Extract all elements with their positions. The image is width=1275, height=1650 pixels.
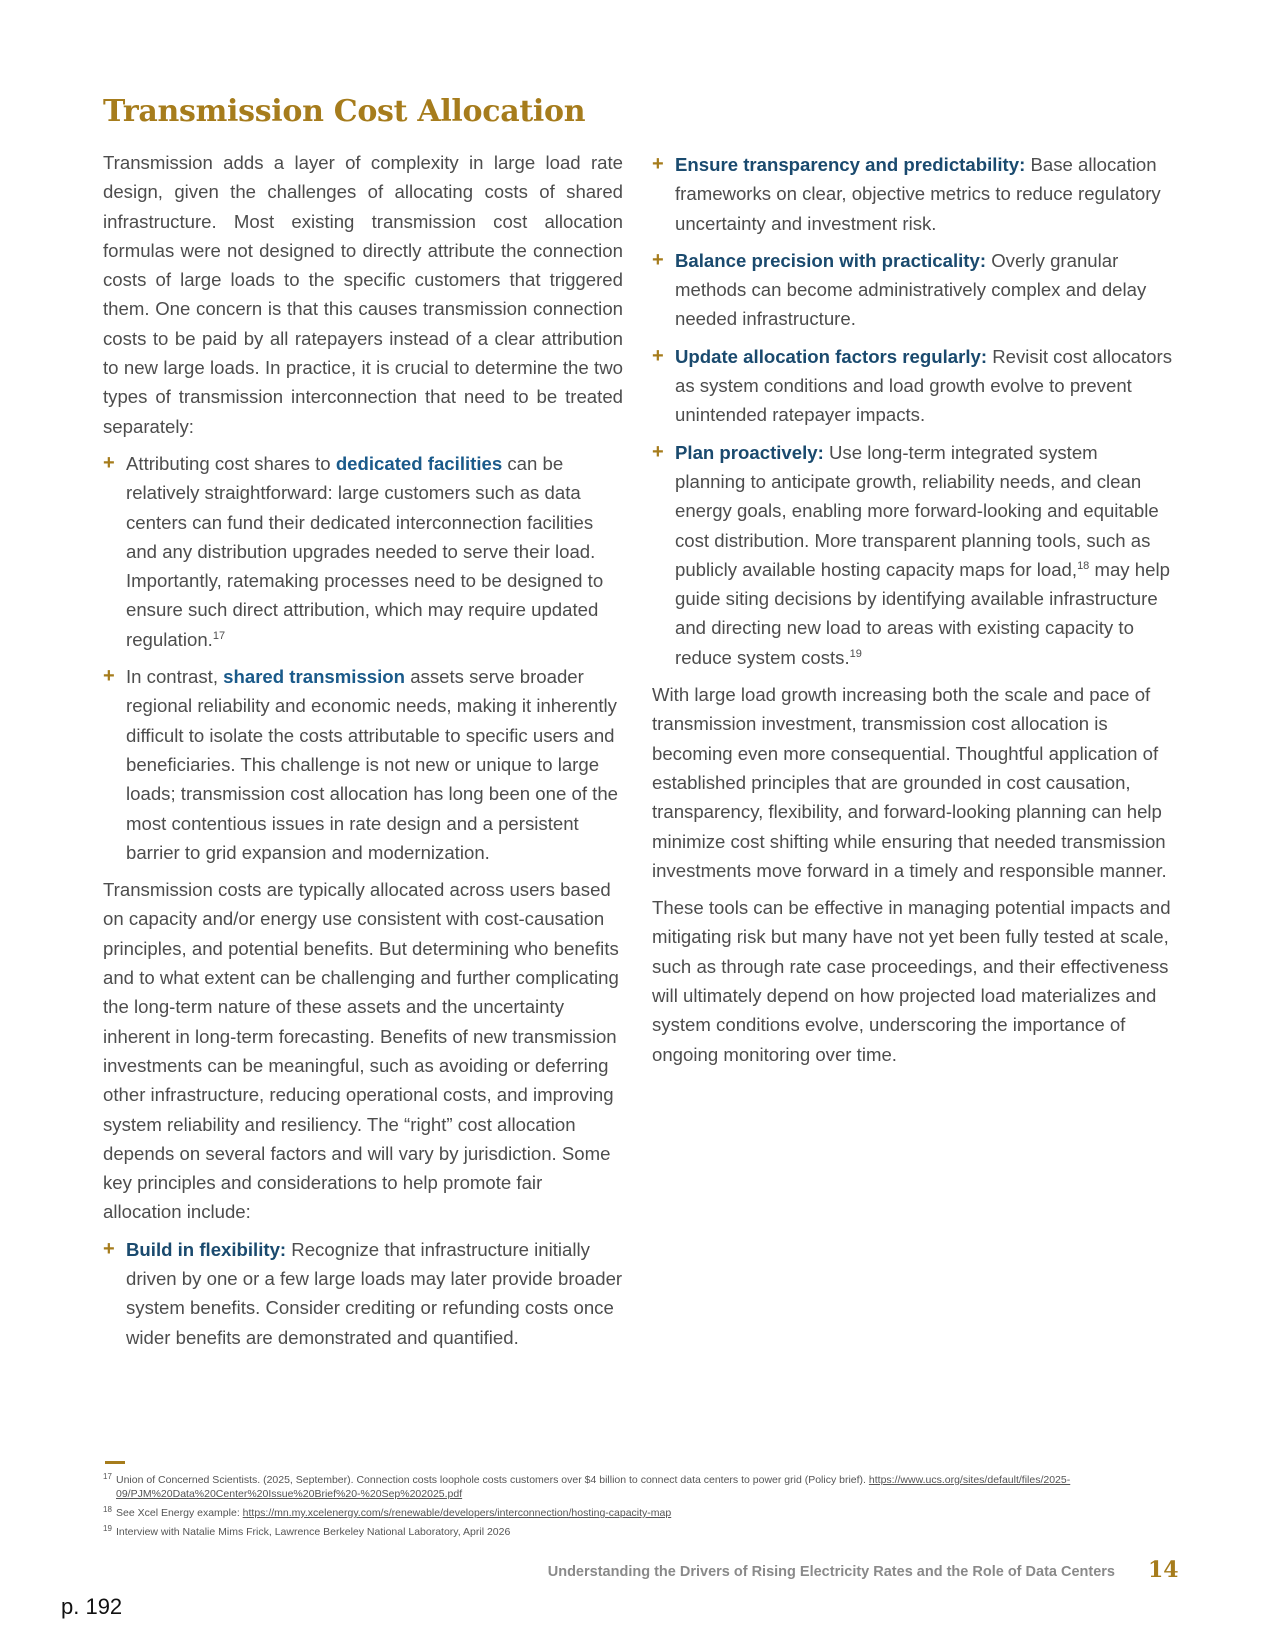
list-item	[652, 438, 1172, 672]
footnote-link[interactable]: https://www.ucs.org/sites/default/files/2025-09/PJM%20Data%20Center%20Issue%20Brief%20-%20Sep%202025.pdf	[116, 1474, 1071, 1500]
footnote-text: Union of Concerned Scientists. (2025, September). Connection costs loophole costs customers over $4 billion to connect data centers to power grid (Policy brief).	[116, 1474, 869, 1486]
page-number: 14	[1148, 1557, 1179, 1583]
footnote-number: 17	[103, 1472, 112, 1481]
list-item	[652, 246, 1172, 334]
footnote-text: See Xcel Energy example:	[116, 1507, 243, 1519]
list-item-text: may help guide siting decisions by identifying available infrastructure and directing new load to areas with existing capacity to reduce system costs.	[675, 558, 1170, 668]
allocation-paragraph: Transmission costs are typically allocated across users based on capacity and/or energy use consistent with cost-causation principles, and potential benefits. But determining who benefits and to what extent can be challenging and further complicating the long-term nature of these assets and the uncertainty inherent in long-term forecasting. Benefits of new transmission investments can be meaningful, such as avoiding or deferring other infrastructure, reducing operational costs, and improving system reliability and resiliency. The “right” cost allocation depends on several factors and will vary by jurisdiction. Some key principles and considerations to help promote fair allocation include:	[103, 879, 619, 1223]
plus-icon: +	[652, 153, 664, 175]
list-item	[103, 1235, 623, 1352]
page-title: Transmission Cost Allocation	[103, 94, 586, 129]
list-item-lead: Plan proactively:	[675, 441, 824, 463]
list-item	[103, 662, 623, 867]
list-item-lead: Build in flexibility:	[126, 1238, 287, 1260]
list-item-lead: Update allocation factors regularly:	[675, 345, 988, 367]
list-item-lead: Ensure transparency and predictability:	[675, 154, 1026, 175]
dedicated-facilities-term: dedicated facilities	[335, 452, 503, 474]
list-item-text: assets serve broader regional reliability and economic needs, making it inherently difficult to isolate the costs attributable to specific users and beneficiaries. This challenge is not new or unique to large loads; transmission cost allocation has long been one of the most contentious issues in rate design and a persistent barrier to grid expansion and modernization.	[126, 666, 619, 863]
list-item-lead: Balance precision with practicality:	[675, 249, 987, 271]
principles-list-right	[652, 150, 1172, 672]
footnote-link[interactable]: https://mn.my.xcelenergy.com/s/renewable/developers/interconnection/hosting-capacity-map	[242, 1507, 672, 1519]
list-item-text: Revisit cost allocators as system conditions and load growth evolve to prevent unintended ratepayer impacts.	[675, 345, 1173, 426]
list-item-text: can be relatively straightforward: large customers such as data centers can fund their dedicated interconnection facilities and any distribution upgrades needed to serve their load. Importantly, ratemaking processes need to be designed to ensure such direct attribution, which may require updated regulation.	[126, 452, 604, 650]
right-column	[652, 150, 1172, 1077]
left-column	[103, 148, 623, 1360]
page-tag: p. 192	[61, 1594, 123, 1619]
footnote-ref-17[interactable]: 17	[212, 629, 226, 642]
plus-icon: +	[103, 451, 115, 474]
plus-icon: +	[652, 248, 664, 271]
footnote-divider	[105, 1461, 125, 1464]
tools-paragraph: These tools can be effective in managing potential impacts and mitigating risk but many have not yet been fully tested at scale, such as through rate case proceedings, and their effectiveness will ultimately depend on how projected load materializes and system conditions evolve, underscoring the importance of ongoing monitoring over time.	[652, 897, 1171, 1065]
footnote-ref-18[interactable]: 18	[1077, 559, 1090, 572]
plus-icon: +	[103, 665, 115, 688]
list-item-text: Attributing cost shares to	[126, 452, 336, 474]
footer-report-title: Understanding the Drivers of Rising Electricity Rates and the Role of Data Centers	[547, 1564, 1115, 1580]
list-item-text: Overly granular methods can become administratively complex and delay needed infrastructure.	[675, 249, 1147, 330]
footnote-number: 18	[103, 1505, 112, 1514]
conclusion-paragraph: With large load growth increasing both the scale and pace of transmission investment, transmission cost allocation is becoming even more consequential. Thoughtful application of established principles that are grounded in cost causation, transparency, flexibility, and forward-looking planning can help minimize cost shifting while ensuring that needed transmission investments move forward in a timely and responsible manner.	[652, 684, 1167, 881]
interconnection-types-list	[103, 449, 623, 867]
footnote-number: 19	[103, 1524, 112, 1533]
list-item	[652, 342, 1172, 430]
footnote-18	[103, 1506, 1183, 1520]
plus-icon: +	[652, 344, 664, 367]
plus-icon: +	[652, 440, 664, 463]
list-item-text: Recognize that infrastructure initially driven by one or a few large loads may later provide broader system benefits. Consider crediting or refunding costs once wider benefits are demonstrated and quantified.	[126, 1238, 623, 1348]
list-item-text: Use long-term integrated system planning to anticipate growth, reliability needs, and clean energy goals, enabling more forward-looking and equitable cost distribution. More transparent planning tools, such as publicly available hosting capacity maps for load,	[675, 441, 1159, 580]
footnotes	[103, 1473, 1183, 1544]
footnote-17	[103, 1473, 1183, 1501]
list-item-text: In contrast,	[126, 666, 224, 688]
plus-icon: +	[103, 1237, 115, 1260]
footnote-text: Interview with Natalie Mims Frick, Lawrence Berkeley National Laboratory, April 2026	[116, 1526, 511, 1538]
list-item-text: Base allocation frameworks on clear, objective metrics to reduce regulatory uncertainty and investment risk.	[675, 154, 1161, 234]
footnote-ref-19[interactable]: 19	[849, 647, 862, 660]
intro-paragraph: Transmission adds a layer of complexity in large load rate design, given the challenges of allocating costs of shared infrastructure. Most existing transmission cost allocation formulas were not designed to directly attribute the connection costs of large loads to the specific customers that triggered them. One concern is that this causes transmission connection costs to be paid by all ratepayers instead of a clear attribution to new large loads. In practice, it is crucial to determine the two types of transmission interconnection that need to be treated separately:	[103, 152, 623, 437]
list-item	[652, 150, 1172, 238]
list-item	[103, 449, 623, 654]
principles-list-left	[103, 1235, 623, 1352]
shared-transmission-term: shared transmission	[223, 666, 406, 688]
footnote-19	[103, 1525, 1183, 1539]
